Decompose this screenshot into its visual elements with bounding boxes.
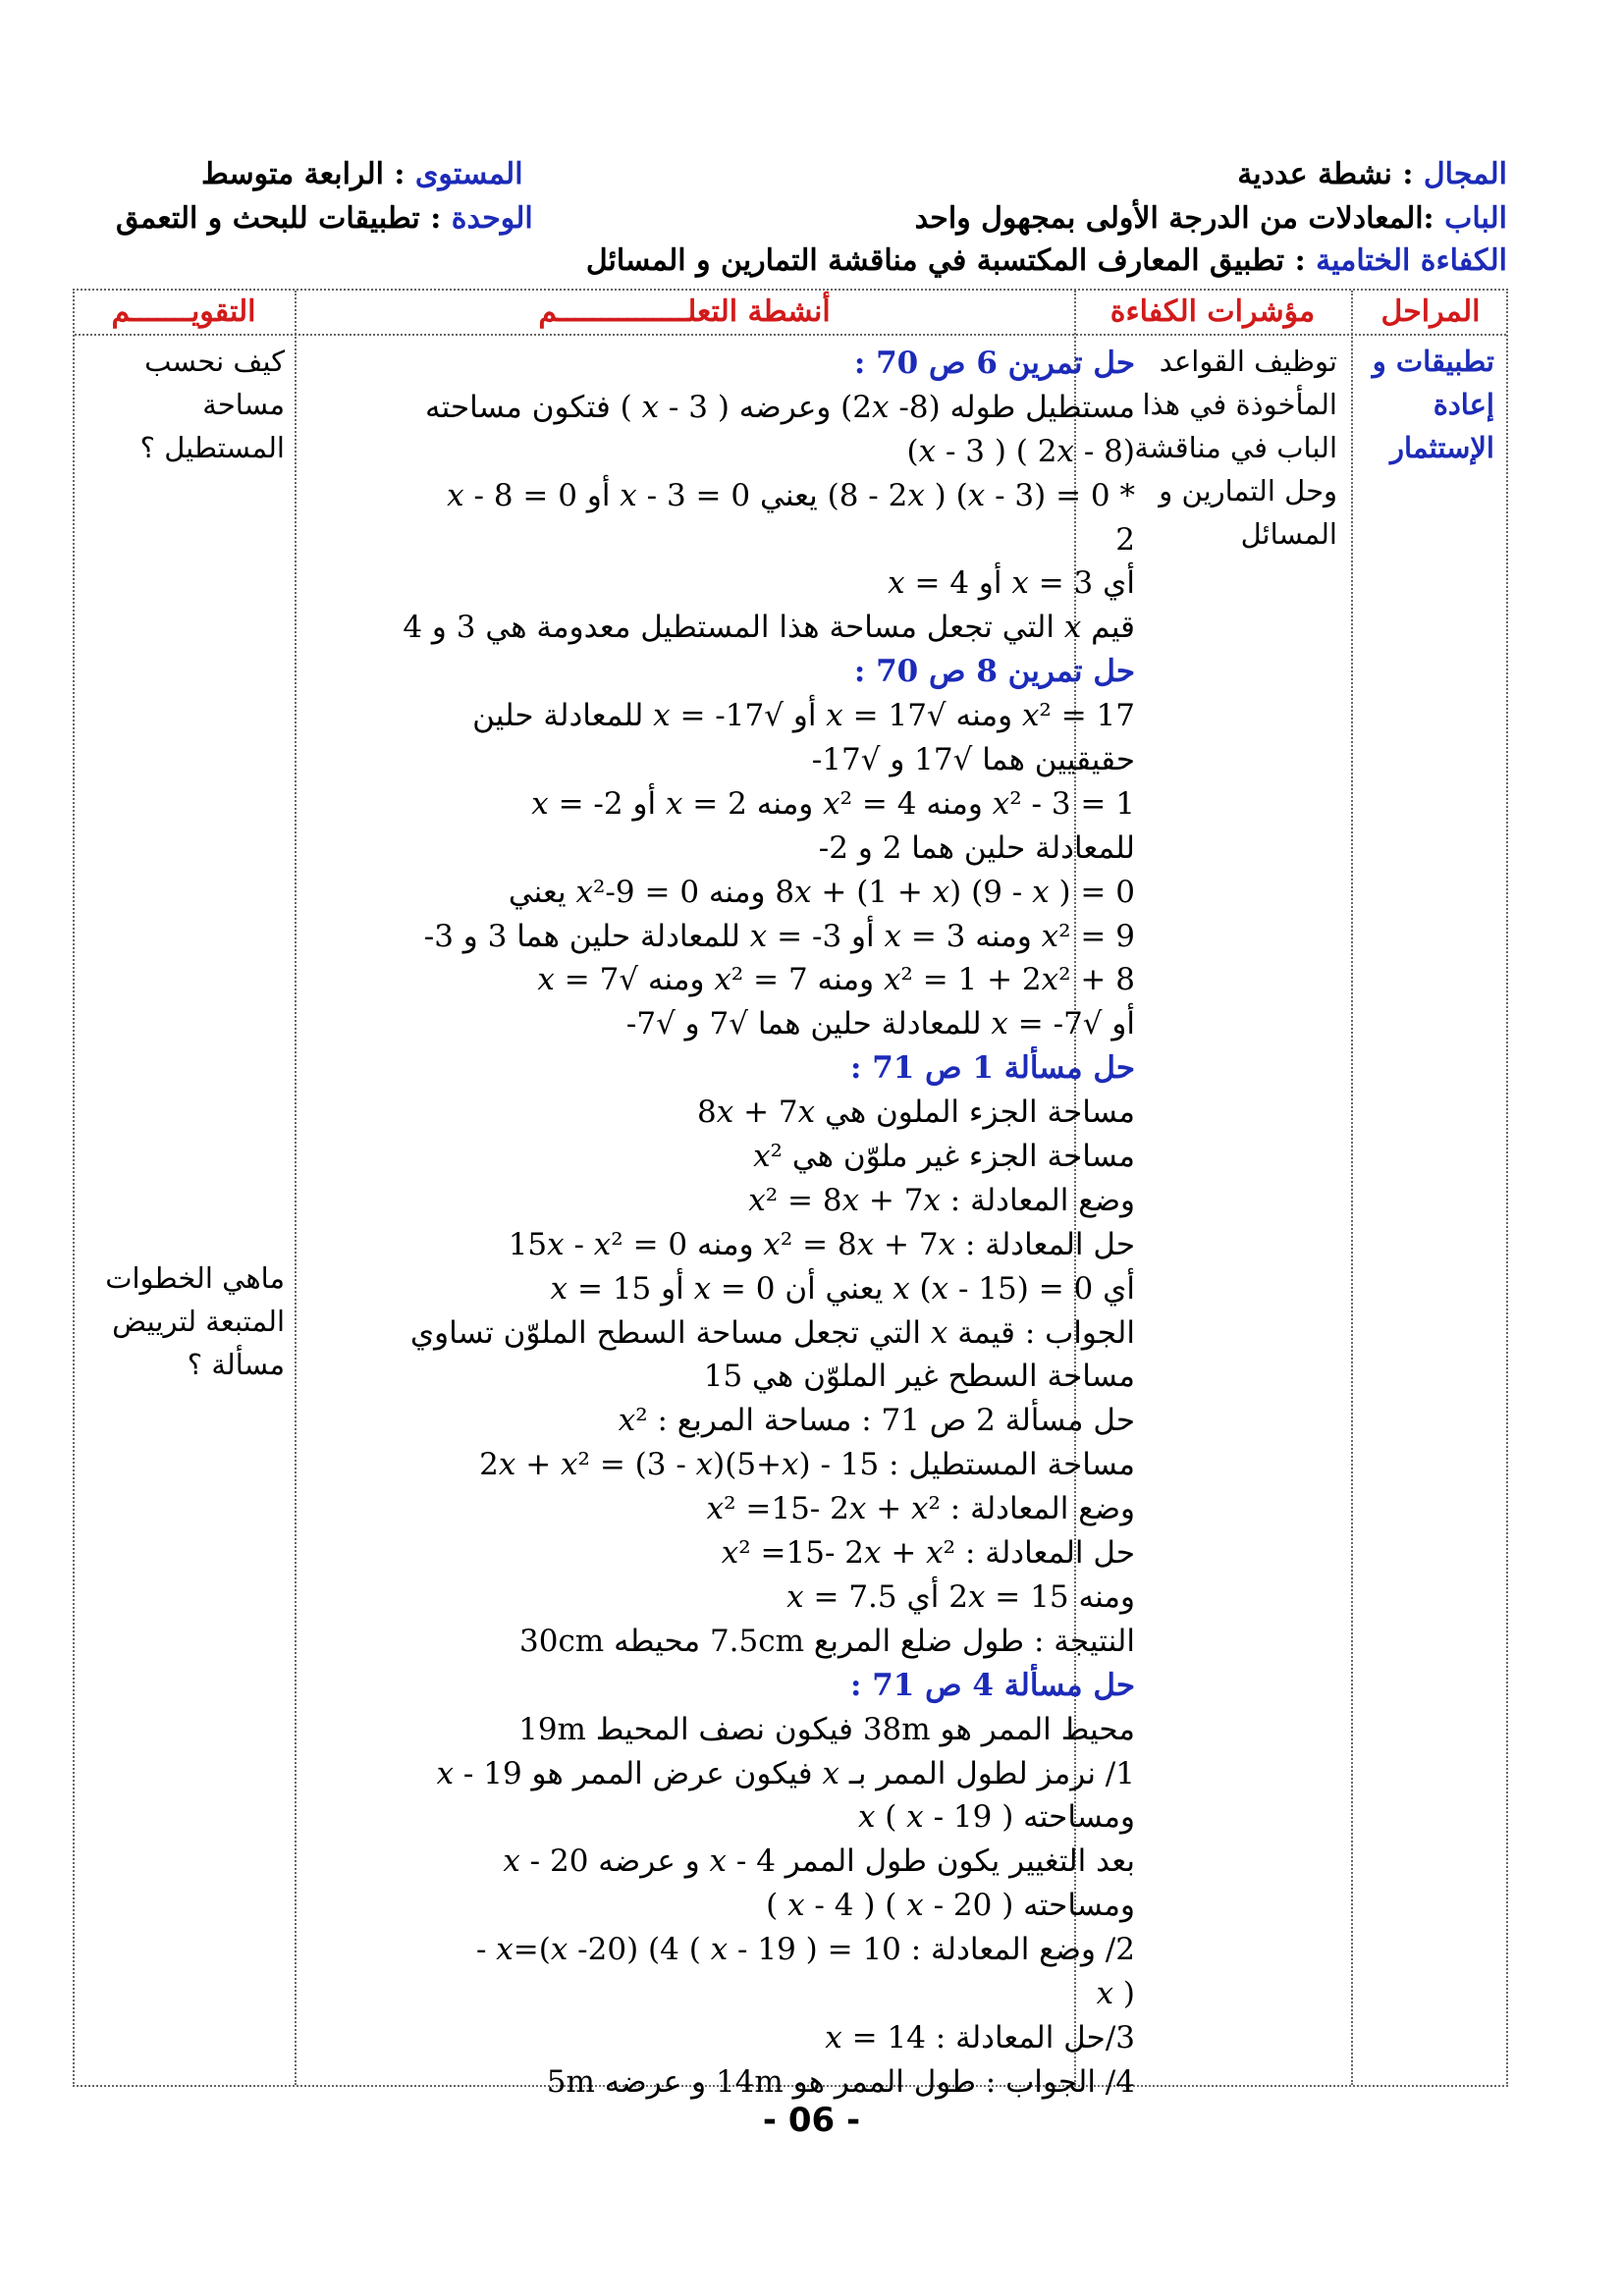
header-row-divider [75,334,1506,336]
activity-line: بعد التغيير يكون طول الممر 4 - 𝑥 و عرضه 𝑥 - 20 [503,1843,1135,1880]
evaluation-question-2: ماهي الخطوات المتبعة لترييض مسألة ؟ [105,1261,285,1381]
header-level [201,157,523,191]
activity-line: 1/ نرمز لطول الممر بـ 𝑥 فيكون عرض الممر هو 𝑥 - 19 [436,1755,1135,1791]
activity-line: 2/ وضع المعادلة : 10 = ( 𝑥 - 19 ) 𝑥=(𝑥 -20) (4 - [475,1932,1135,1968]
lesson-table [73,289,1508,2100]
activity-line: 9 = 𝑥² ومنه 3 = 𝑥 أو 3- = 𝑥 للمعادلة حلين هما 3 و 3- [423,918,1135,954]
header-chapter [915,201,1507,236]
activity-line: وضع المعادلة : 𝑥² = 8𝑥 + 7𝑥 [748,1182,1135,1218]
activity-line: النتيجة : طول ضلع المربع 7.5cm محيطه 30cm [519,1623,1135,1659]
header-unit [116,201,533,236]
column-divider [1351,291,1353,2085]
activity-line: 2 [1115,521,1135,558]
indicator-cell: توظيف القواعد المأخوذة في هذا الباب في مناقشة وحل التمارين و المسائل [1134,345,1337,551]
activity-line: مستطيل طوله (8- 2𝑥) وعرضه ( 3 - 𝑥 ) فتكون مساحته [425,389,1135,425]
activity-line: (2𝑥 - 8 ) ( 𝑥 - 3) [906,433,1135,469]
chapter-label: الباب [1444,201,1507,236]
activity-line: 3/حل المعادلة : 14 = 𝑥 [825,2019,1135,2056]
exercise-heading: حل تمرين 6 ص 70 : [853,346,1135,381]
activity-line: محيط الممر هو 38m فيكون نصف المحيط 19m [518,1711,1135,1747]
activity-line: حل المعادلة : 𝑥² = 8𝑥 + 7𝑥 ومنه 0 = 15𝑥 - 𝑥² [508,1226,1135,1262]
activity-line: وضع المعادلة : 𝑥² =15- 2𝑥 + 𝑥² [706,1491,1135,1527]
exercise-heading: حل مسألة 4 ص 71 : [849,1667,1135,1703]
activity-line: مساحة الجزء غير ملوّن هي 𝑥² [753,1139,1135,1175]
header-domain [1237,157,1507,191]
chapter-value: :المعادلات من الدرجة الأولى بمجهول واحد [914,201,1434,236]
activity-line: 4/ الجواب : طول الممر هو 14m و عرضه 5m [546,2063,1135,2100]
exercise-heading: حل مسألة 1 ص 71 : [849,1050,1135,1087]
column-header-activities: أنشطة التعلـــــــــــــــم [538,294,831,329]
activity-line: للمعادلة حلين هما 2 و 2- [818,829,1135,866]
activity-line: الجواب : قيمة 𝑥 التي تجعل مساحة السطح الملوّن تساوي [409,1314,1135,1351]
activity-line: مساحة المستطيل : 15 - 2𝑥 + 𝑥² = (3 - 𝑥)(5+𝑥) [479,1447,1135,1483]
activity-line: حل المعادلة : 𝑥² =15- 2𝑥 + 𝑥² [721,1535,1135,1572]
activity-line: حل مسألة 2 ص 71 : مساحة المربع : 𝑥² [618,1403,1135,1439]
stage-cell: تطبيقات و إعادة الإستثمار [1372,345,1494,464]
activity-line: حقيقيين هما √17 و √17- [811,742,1135,778]
activity-line: قيم 𝑥 التي تجعل مساحة هذا المستطيل معدومة هي 3 و 4 [403,610,1135,646]
activity-line: ومساحته ( 𝑥 - 20 ) ( 𝑥 - 4 ) [766,1888,1135,1924]
header-competency [586,243,1507,278]
level-value: : الرابعة متوسط [201,157,406,191]
activities-content [389,342,1135,2105]
activity-line: مساحة الجزء الملون هي 8𝑥 + 7𝑥 [697,1095,1135,1131]
activity-line: 17 = 𝑥² ومنه √17 = 𝑥 أو √17- = 𝑥 للمعادلة حلين [472,698,1135,734]
activity-line: ( 𝑥 [1096,1975,1135,2011]
competency-value: : تطبيق المعارف المكتسبة في مناقشة التمارين و المسائل [585,243,1306,278]
exercise-heading: حل تمرين 8 ص 70 : [853,654,1135,690]
activity-line: 1 = 3 - 𝑥² ومنه 4 = 𝑥² ومنه 2 = 𝑥 أو 2- = 𝑥 [531,785,1135,822]
activity-line: أو √7- = 𝑥 للمعادلة حلين هما √7 و √7- [625,1006,1135,1042]
column-header-indicators: مؤشرات الكفاءة [1109,294,1316,329]
unit-value: : تطبيقات للبحث و التعمق [116,201,442,236]
level-label: المستوى [414,157,523,191]
activity-line: مساحة السطح غير الملوّن هي 15 [703,1359,1135,1395]
activity-line: * 0 = (𝑥 - 3) ( 8 - 2𝑥) يعني 0 = 3 - 𝑥 أو 0 = 8 - 𝑥 [447,477,1135,513]
page-number: - 06 - [762,2101,861,2140]
competency-label: الكفاءة الختامية [1316,243,1507,278]
activity-line: 0 = 8𝑥 + (1 + 𝑥) (9 - 𝑥 ) ومنه 0 = 9-𝑥² يعني [508,874,1135,910]
column-header-stages: المراحل [1380,294,1481,329]
activity-line: ومساحته ( 𝑥 - 19 ) 𝑥 [857,1799,1135,1836]
column-header-evaluation: التقويـــــــم [111,294,256,329]
activity-line: ومنه 15 = 2𝑥 أي 7.5 = 𝑥 [786,1578,1135,1615]
activity-line: أي 3 = 𝑥 أو 4 = 𝑥 [888,565,1135,602]
activity-line: أي 0 = (15 - 𝑥) 𝑥 يعني أن 0 = 𝑥 أو 15 = 𝑥 [550,1270,1135,1307]
column-divider [295,291,297,2085]
unit-label: الوحدة [451,201,533,236]
domain-label: المجال [1423,157,1507,191]
domain-value: : نشطة عددية [1237,157,1414,191]
evaluation-question-1: كيف نحسب مساحة المستطيل ؟ [139,345,285,464]
activity-line: 8 + 𝑥² = 1 + 2𝑥² ومنه 7 = 𝑥² ومنه √7 = 𝑥 [537,962,1135,998]
